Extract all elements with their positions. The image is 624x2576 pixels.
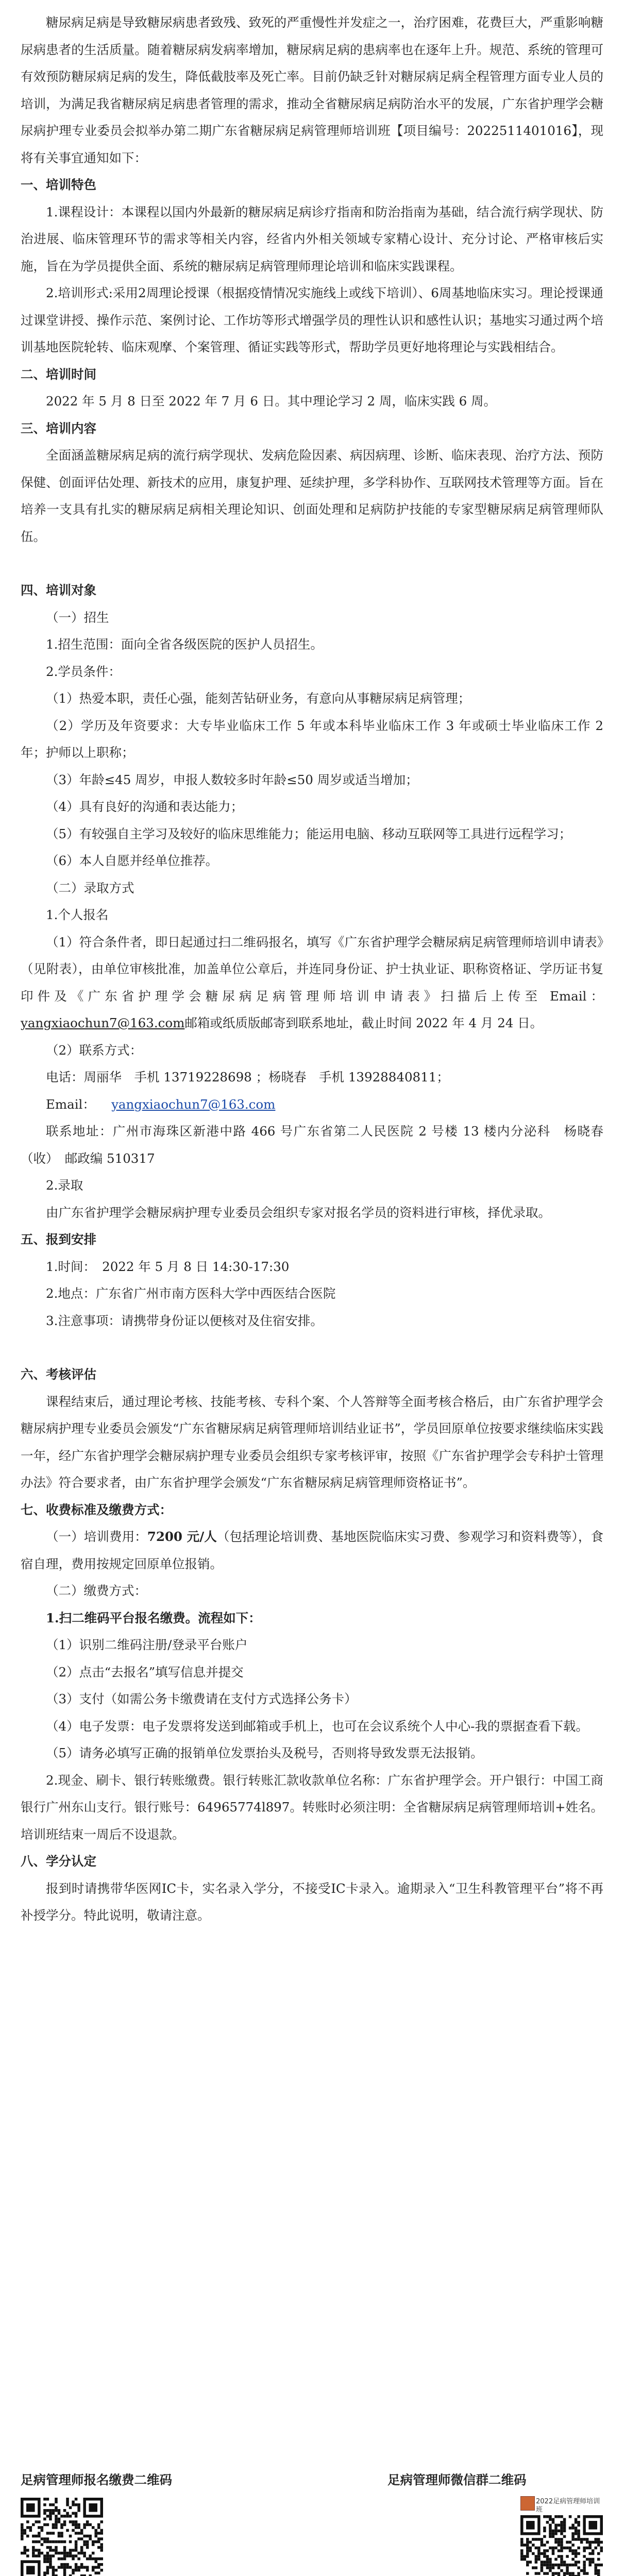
notice-body (21, 9, 603, 1929)
bank-transfer-paragraph: 2.现金、刷卡、银行转账缴费。银行转账汇款收款单位名称：广东省护理学会。开户银行：中国工商银行广州东山支行。银行账号：64965774l897。转账时必须注明：全省糖尿病足病管理师培训+姓名。培训班结束一周后不设退款。 (21, 1772, 603, 1842)
payment-step-2: （2）点击“去报名”填写信息并提交 (46, 1664, 244, 1680)
section-6-title: 六、考核评估 (21, 1367, 96, 1382)
admission-label: 2.录取 (46, 1178, 83, 1193)
wechat-group-name-cont: 班 (536, 2506, 543, 2514)
section-1-title: 一、培训特色 (21, 177, 96, 192)
wechat-qr-title: 足病管理师微信群二维码 (387, 2472, 527, 2487)
registration-qr-code[interactable] (21, 2498, 103, 2576)
contact-phones: 电话：周丽华 手机 13719228698 ；杨晓春 手机 13928840811； (46, 1070, 449, 1084)
payment-step-5: （5）请务必填写正确的报销单位发票抬头及税号，否则将导致发票无法报销。 (46, 1745, 483, 1760)
training-content-paragraph: 全面涵盖糖尿病足病的流行病学现状、发病危险因素、病因病理、诊断、临床表现、治疗方法、预防保健、创面评估处理、新技术的应用，康复护理、延续护理，多学科协作、互联网技术管理等方面。旨在培养一支具有扎实的糖尿病足病相关理论知识、创面处理和足病防护技能的专家型糖尿病足病管理师队伍。 (21, 448, 603, 544)
contact-email-link[interactable]: yangxiaochun7@163.com (111, 1096, 276, 1112)
section-3-title: 三、培训内容 (21, 420, 96, 436)
training-time-paragraph: 2022 年 5 月 8 日至 2022 年 7 月 6 日。其中理论学习 2 周，临床实践 6 周。 (46, 394, 497, 409)
condition-1: （1）热爱本职，责任心强，能刻苦钻研业务，有意向从事糖尿病足病管理； (46, 691, 471, 706)
course-design-paragraph: 1.课程设计：本课程以国内外最新的糖尿病足病诊疗指南和防治指南为基础，结合流行病学现状、防治进展、临床管理环节的需求等相关内容，经省内外相关领域专家精心设计、充分讨论、严格审核后实施，旨在为学员提供全面、系统的糖尿病足病管理师理论培训和临床实践课程。 (21, 204, 603, 274)
fee-details: （包括理论培训费、基地医院临床实习费、参观学习和资料费等），食宿自理，费用按规定回原单位报销。 (21, 1529, 604, 1571)
section-8-title: 八、学分认定 (21, 1854, 96, 1869)
enrollment-scope: 1.招生范围：面向全省各级医院的医护人员招生。 (46, 637, 323, 652)
registration-qr-title: 足病管理师报名缴费二维码 (21, 2472, 172, 2487)
condition-3: （3）年龄≤45 周岁，申报人数较多时年龄≤50 周岁或适当增加； (46, 772, 418, 787)
section-7-title: 七、收费标准及缴费方式： (21, 1502, 172, 1517)
credits-paragraph: 报到时请携带华医网IC卡，实名录入学分，不接受IC卡录入。逾期录入“卫生科教管理平台”将不再补授学分。特此说明，敬请注意。 (21, 1880, 603, 1923)
contact-address: 联系地址：广州市海珠区新港中路 466 号广东省第二人民医院 2 号楼 13 楼内分泌科 杨晓春（收） 邮政编 510317 (21, 1124, 603, 1166)
registration-text: （1）符合条件者，即日起通过扫二维码报名，填写《广东省护理学会糖尿病足病管理师培训申请表》（见附表），由单位审核批准，加盖单位公章后，并连同身份证、护士执业证、职称资格证、学历证书复印件及《广东省护理学会糖尿病足病管理师培训申请表》扫描后上传至 Email： (21, 934, 603, 1004)
wechat-qr-block (387, 2470, 527, 2488)
admission-subtitle: （二）录取方式 (46, 880, 134, 895)
admission-paragraph: 由广东省护理学会糖尿病护理专业委员会组织专家对报名学员的资料进行审核，择优录取。 (46, 1205, 551, 1220)
fee-label: （一）培训费用： (46, 1529, 147, 1544)
trainee-conditions-label: 2.学员条件： (46, 664, 121, 679)
wechat-group-name: 2022足病管理师培训 (536, 2498, 600, 2505)
condition-5: （5）有较强自主学习及较好的临床思维能力；能运用电脑、移动互联网等工具进行远程学习； (46, 826, 572, 841)
condition-6: （6）本人自愿并经单位推荐。 (46, 853, 218, 868)
qr-payment-label (21, 1605, 603, 1632)
spacer (21, 1334, 603, 1361)
contact-label: （2）联系方式： (46, 1042, 143, 1058)
payment-step-1: （1）识别二维码注册/登录平台账户 (46, 1637, 248, 1652)
intro-paragraph: 糖尿病足病是导致糖尿病患者致残、致死的严重慢性并发症之一，治疗困难，花费巨大，严重影响糖尿病患者的生活质量。随着糖尿病发病率增加，糖尿病足病的患病率也在逐年上升。规范、系统的管理可有效预防糖尿病足病的发生，降低截肢率及死亡率。目前仍缺乏针对糖尿病足病全程管理方面专业人员的培训，为满足我省糖尿病足病患者管理的需求，推动全省糖尿病足病防治水平的发展，广东省护理学会糖尿病护理专业委员会拟举办第二期广东省糖尿病足病管理师培训班【项目编号：2022511401016】，现将有关事宜通知如下： (21, 15, 603, 165)
personal-registration-label: 1.个人报名 (46, 907, 109, 922)
report-time: 1.时间： 2022 年 5 月 8 日 14:30-17:30 (46, 1259, 290, 1274)
assessment-paragraph: 课程结束后，通过理论考核、技能考核、专科个案、个人答辩等全面考核合格后，由广东省护理学会糖尿病护理专业委员会颁发“广东省糖尿病足病管理师培训结业证书”，学员回原单位按要求继续临床实践一年，经广东省护理学会糖尿病护理专业委员会组织专家考核评审，按照《广东省护理学会专科护士管理办法》符合要求者，由广东省护理学会颁发“广东省糖尿病足病管理师资格证书”。 (21, 1394, 603, 1490)
contact-email-line (21, 1091, 603, 1118)
section-2-title: 二、培训时间 (21, 366, 96, 382)
training-format-paragraph: 2.培训形式:采用2周理论授课（根据疫情情况实施线上或线下培训）、6周基地临床实习。理论授课通过课堂讲授、操作示范、案例讨论、工作坊等形式增强学员的理性认识和感性认识；基地实习通过两个培训基地医院轮转、临床观摩、个案管理、循证实践等形式，帮助学员更好地将理论与实践相结合。 (21, 285, 603, 354)
wechat-qr-code[interactable] (520, 2515, 603, 2576)
registration-qr-block (21, 2470, 172, 2488)
payment-step-3: （3）支付（如需公务卡缴费请在支付方式选择公务卡） (46, 1691, 357, 1706)
registration-deadline: 邮箱或纸质版邮寄到联系地址，截止时间 2022 年 4 月 24 日。 (184, 1015, 543, 1030)
registration-instructions (21, 929, 603, 1037)
report-notes: 3.注意事项：请携带身份证以便核对及住宿安排。 (46, 1313, 323, 1328)
fee-paragraph (21, 1523, 603, 1578)
section-5-title: 五、报到安排 (21, 1232, 96, 1247)
registration-email-link[interactable]: yangxiaochun7@163.com (21, 1015, 185, 1030)
payment-step-4: （4）电子发票：电子发票将发送到邮箱或手机上，也可在会议系统个人中心-我的票据查看下载。 (46, 1718, 588, 1734)
contact-email-label: Email： (46, 1096, 95, 1112)
spacer (21, 550, 603, 577)
condition-4: （4）具有良好的沟通和表达能力； (46, 799, 244, 814)
section-4-title: 四、培训对象 (21, 583, 96, 598)
condition-2: （2）学历及年资要求：大专毕业临床工作 5 年或本科毕业临床工作 3 年或硕士毕业临床工作 2 年；护师以上职称； (21, 718, 603, 760)
payment-subtitle: （二）缴费方式： (46, 1583, 147, 1598)
wechat-group-avatar (520, 2496, 535, 2511)
fee-amount: 7200 元/人 (147, 1529, 217, 1544)
enrollment-subtitle: （一）招生 (46, 609, 109, 625)
report-location: 2.地点：广东省广州市南方医科大学中西医结合医院 (46, 1286, 336, 1301)
qr-payment-text: 1.扫二维码平台报名缴费。流程如下： (46, 1610, 261, 1625)
